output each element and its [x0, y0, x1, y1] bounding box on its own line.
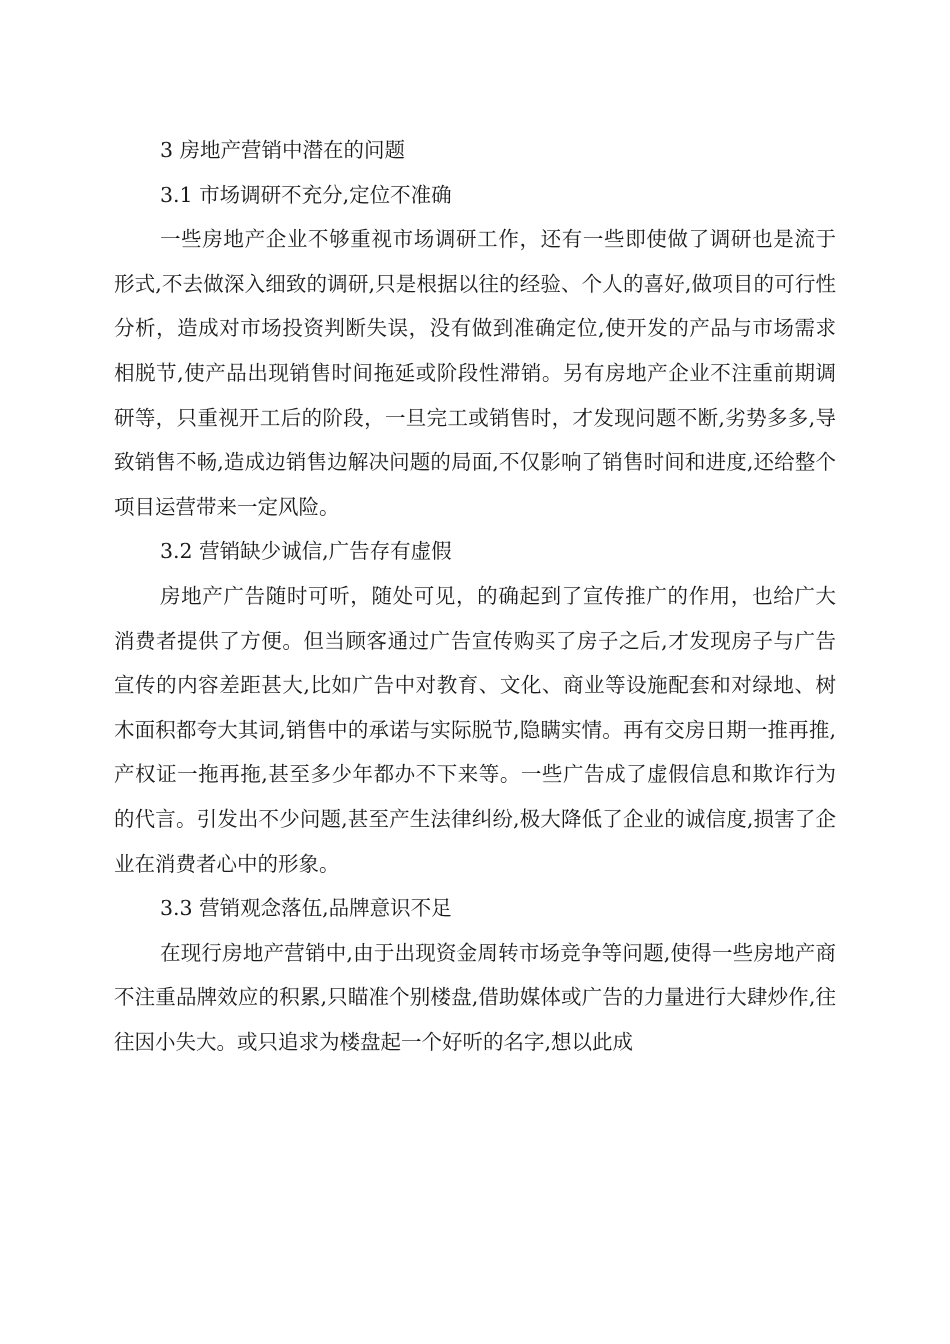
subsection-heading-3-1: 3.1 市场调研不充分,定位不准确 [160, 182, 452, 207]
subsection-heading-3-3: 3.3 营销观念落伍,品牌意识不足 [160, 896, 452, 921]
paragraph-3-2: 房地产广告随时可听，随处可见，的确起到了宣传推广的作用，也给广大消费者提供了方便。但当顾客通过广告宣传购买了房子之后,才发现房子与广告宣传的内容差距甚大,比如广告中对教育、文化、商业等设施配套和对绿地、树木面积都夸大其词,销售中的承诺与实际脱节,隐瞒实情。再有交房日期一推再推,产权证一拖再拖,甚至多少年都办不下来等。一些广告成了虚假信息和欺诈行为的代言。引发出不少问题,甚至产生法律纠纷,极大降低了企业的诚信度,损害了企业在消费者心中的形象。 [114, 583, 836, 876]
section-heading-3: 3 房地产营销中潜在的问题 [160, 138, 406, 162]
paragraph-3-1: 一些房地产企业不够重视市场调研工作，还有一些即使做了调研也是流于形式,不去做深入细致的调研,只是根据以往的经验、个人的喜好,做项目的可行性分析，造成对市场投资判断失误，没有做到准确定位,使开发的产品与市场需求相脱节,使产品出现销售时间拖延或阶段性滞销。另有房地产企业不注重前期调研等，只重视开工后的阶段，一旦完工或销售时，才发现问题不断,劣势多多,导致销售不畅,造成边销售边解决问题的局面,不仅影响了销售时间和进度,还给整个项目运营带来一定风险。 [114, 227, 836, 519]
document-body [114, 128, 836, 1064]
paragraph-3-3: 在现行房地产营销中,由于出现资金周转市场竞争等问题,使得一些房地产商不注重品牌效应的积累,只瞄准个别楼盘,借助媒体或广告的力量进行大肆炒作,往往因小失大。或只追求为楼盘起一个好听的名字,想以此成 [114, 940, 836, 1054]
subsection-heading-3-2: 3.2 营销缺少诚信,广告存有虚假 [160, 539, 452, 564]
